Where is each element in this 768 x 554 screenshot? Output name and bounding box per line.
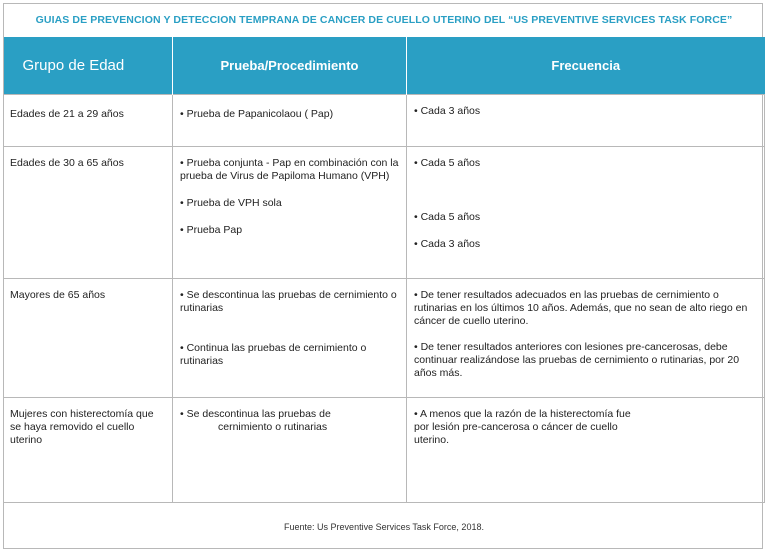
frequency-cell bbox=[407, 147, 765, 279]
page-title: GUIAS DE PREVENCION Y DETECCION TEMPRANA DE CANCER DE CUELLO UTERINO DEL “US PREVENTIVE SERVICES TASK FORCE” bbox=[35, 14, 733, 26]
frequency-item: • Cada 5 años bbox=[414, 157, 481, 169]
age-cell bbox=[4, 279, 173, 398]
test-cell bbox=[173, 279, 407, 398]
age-label: Mujeres con histerectomía que se haya removido el cuello uterino bbox=[10, 408, 154, 446]
age-cell bbox=[4, 147, 173, 279]
test-item: • Se descontinua las pruebas de bbox=[180, 408, 331, 420]
test-item: • Prueba Pap bbox=[180, 224, 243, 236]
test-item: • Prueba de VPH sola bbox=[180, 197, 282, 209]
test-item: • Prueba de Papanicolaou ( Pap) bbox=[180, 108, 334, 120]
test-cell bbox=[173, 147, 407, 279]
age-label: Edades de 21 a 29 años bbox=[10, 108, 124, 120]
test-item-continuation: cernimiento o rutinarias bbox=[218, 421, 328, 433]
frequency-item: • Cada 3 años bbox=[414, 105, 481, 117]
frequency-item: • De tener resultados adecuados en las pruebas de cernimiento o rutinarias en los últimos 10 años. Además, que no sean de alto riego en cáncer de cuello uterino. bbox=[414, 289, 748, 327]
frequency-cell bbox=[407, 95, 765, 147]
guidelines-table bbox=[3, 37, 765, 503]
table-header-row bbox=[4, 37, 765, 95]
frequency-item: • Cada 3 años bbox=[414, 238, 481, 250]
test-item: • Continua las pruebas de cernimiento o rutinarias bbox=[180, 342, 367, 367]
test-cell bbox=[173, 95, 407, 147]
frequency-cell bbox=[407, 279, 765, 398]
frequency-item: • De tener resultados anteriores con lesiones pre-cancerosas, debe continuar realizándose las pruebas de cernimiento o rutinarias, por 20 años más. bbox=[414, 341, 740, 379]
test-item: • Se descontinua las pruebas de cernimiento o rutinarias bbox=[180, 289, 397, 314]
table-row bbox=[4, 95, 765, 147]
table-row bbox=[4, 279, 765, 398]
test-item: • Prueba conjunta - Pap en combinación con la prueba de Virus de Papiloma Humano (VPH) bbox=[180, 157, 399, 182]
header-test: Prueba/Procedimiento bbox=[173, 37, 407, 95]
table-row bbox=[4, 147, 765, 279]
source-footnote: Fuente: Us Preventive Services Task Force, 2018. bbox=[284, 522, 484, 532]
frequency-item: • Cada 5 años bbox=[414, 211, 481, 223]
test-cell bbox=[173, 398, 407, 503]
table-row bbox=[4, 398, 765, 503]
age-cell bbox=[4, 95, 173, 147]
age-label: Edades de 30 a 65 años bbox=[10, 157, 124, 169]
frequency-cell bbox=[407, 398, 765, 503]
header-age-group: Grupo de Edad bbox=[4, 37, 173, 95]
frequency-item: • A menos que la razón de la histerectomía fue por lesión pre-cancerosa o cáncer de cuello uterino. bbox=[414, 408, 631, 446]
age-cell bbox=[4, 398, 173, 503]
age-label: Mayores de 65 años bbox=[10, 289, 106, 301]
header-frequency: Frecuencia bbox=[407, 37, 765, 95]
